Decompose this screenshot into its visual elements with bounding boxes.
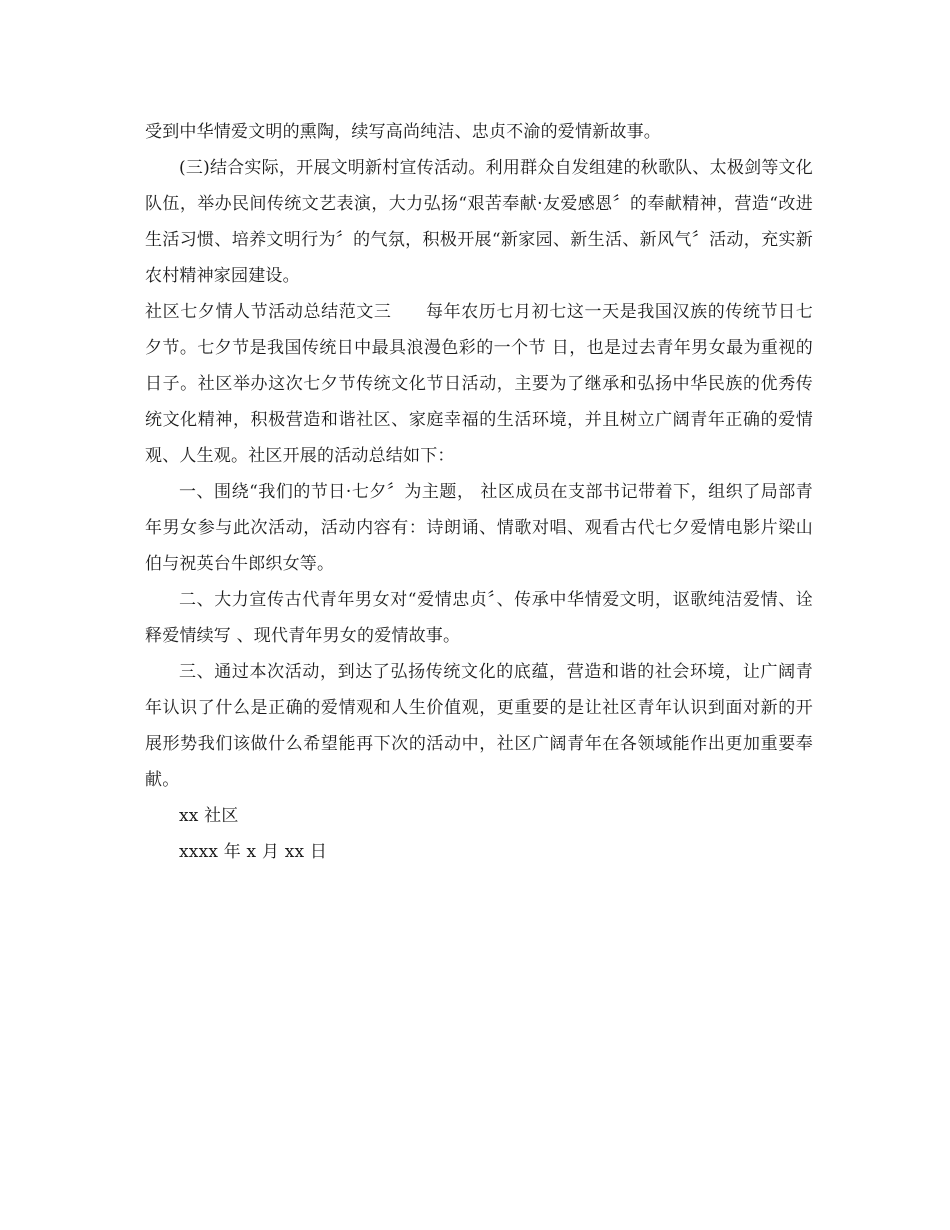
paragraph-item-three: 三、通过本次活动，到达了弘扬传统文化的底蕴，营造和谐的社会环境，让广阔青年认识了什么是正确的爱情观和人生价值观，更重要的是让社区青年认识到面对新的开展形势我们该做什么希望能再下次的活动中，社区广阔青年在各领域能作出更加重要奉献。 — [145, 662, 813, 790]
paragraph-civilization-campaign: (三)结合实际，开展文明新村宣传活动。利用群众自发组建的秋歌队、太极剑等文化队伍，举办民间传统文艺表演，大力弘扬“艰苦奉献·友爱感恩〞的奉献精神，营造“改进生活习惯、培养文明行为〞的气氛，积极开展“新家园、新生活、新风气〞活动，充实新农村精神家园建设。 — [145, 158, 813, 286]
paragraph-item-one: 一、围绕“我们的节日·七夕〞为主题， 社区成员在支部书记带着下，组织了局部青年男女参与此次活动，活动内容有：诗朗诵、情歌对唱、观看古代七夕爱情电影片梁山伯与祝英台牛郎织女等。 — [145, 482, 813, 574]
signature-date: xxxx 年 x 月 xx 日 — [179, 842, 328, 862]
paragraph-continuation: 受到中华情爱文明的熏陶，续写高尚纯洁、忠贞不渝的爱情新故事。 — [145, 122, 661, 142]
document-body — [145, 114, 813, 870]
section-intro: 每年农历七月初七这一天是我国汉族的传统节日七夕节。七夕节是我国传统日中最具浪漫色彩的一个节 日，也是过去青年男女最为重视的日子。社区举办这次七夕节传统文化节日活动，主要为了继承和弘扬中华民族的优秀传统文化精神，积极营造和谐社区、家庭幸福的生活环境，并且树立广阔青年正确的爱情观、人生观。社区开展的活动总结如下： — [145, 302, 813, 466]
signature-organization: xx 社区 — [179, 806, 239, 826]
section-heading: 社区七夕情人节活动总结范文三 — [145, 302, 392, 322]
paragraph-summary-three — [145, 294, 813, 474]
paragraph-item-two: 二、大力宣传古代青年男女对“爱情忠贞〞、传承中华情爱文明，讴歌纯洁爱情、诠释爱情续写 、现代青年男女的爱情故事。 — [145, 590, 813, 646]
